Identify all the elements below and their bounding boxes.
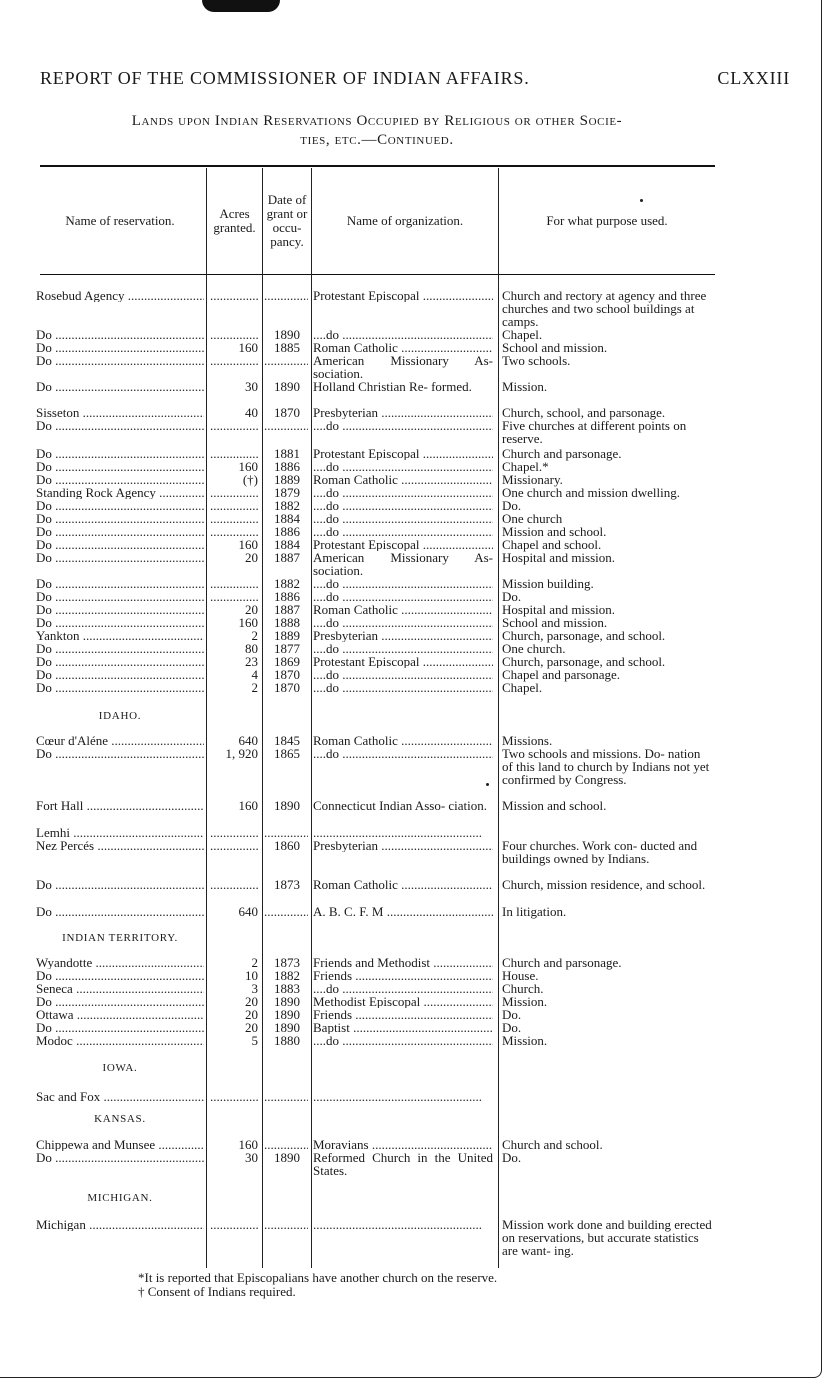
section-heading: IOWA. (102, 1062, 138, 1074)
grant-date: 1886 (274, 459, 300, 474)
organization-name: Presbyterian ..... (313, 629, 493, 642)
speck (486, 783, 489, 786)
purpose-used: Missions. (502, 733, 553, 748)
organization-empty-leader (313, 826, 493, 839)
acres-granted: 640 (238, 904, 258, 919)
organization-name: ....do ..... (313, 616, 493, 629)
purpose-used: Church, parsonage, and school. (502, 628, 666, 643)
organization-name: ....do ..... (313, 668, 493, 681)
reservation-name: Wyandotte ..... (36, 956, 204, 969)
grant-date: 1882 (274, 576, 300, 591)
section-heading: INDIAN TERRITORY. (62, 932, 178, 944)
purpose-used: Chapel and parsonage. (502, 667, 621, 682)
acres-granted: 2 (251, 628, 258, 643)
grant-date: 1882 (274, 498, 300, 513)
organization-name: Roman Catholic ..... (313, 878, 493, 891)
grant-date: 1884 (274, 537, 300, 552)
reservation-name: Do ..... (36, 499, 204, 512)
organization-name: ....do ..... (313, 499, 493, 512)
grant-date: 1886 (274, 524, 300, 539)
reservation-name: Do ..... (36, 905, 204, 918)
purpose-used: Hospital and mission. (502, 550, 616, 565)
date-empty-leader (264, 1218, 308, 1231)
purpose-used: House. (502, 968, 539, 983)
organization-name: ....do ..... (313, 525, 493, 538)
organization-name: Friends ..... (313, 1008, 493, 1021)
organization-name: Holland Christian Re- formed. (313, 380, 472, 393)
grant-date: 1880 (274, 1033, 300, 1048)
purpose-used: Two schools. (502, 353, 571, 368)
acres-empty-leader (210, 512, 258, 525)
organization-name: ....do ..... (313, 681, 493, 694)
organization-name: A. B. C. F. M ..... (313, 905, 493, 918)
date-empty-leader (264, 289, 308, 302)
purpose-used: Five churches at different points on reserve. (502, 418, 687, 446)
reservation-name: Do ..... (36, 616, 204, 629)
purpose-used: Church. (502, 981, 544, 996)
acres-empty-leader (210, 354, 258, 367)
organization-name: Roman Catholic ..... (313, 341, 493, 354)
organization-name: Roman Catholic ..... (313, 473, 493, 486)
reservation-name: Do ..... (36, 590, 204, 603)
purpose-used: Mission. (502, 379, 548, 394)
purpose-used: Church, parsonage, and school. (502, 654, 666, 669)
organization-name: Presbyterian ..... (313, 839, 493, 852)
purpose-used: Church, school, and parsonage. (502, 405, 666, 420)
grant-date: 1890 (274, 1150, 300, 1165)
organization-name: Protestant Episcopal ..... (313, 655, 493, 668)
header-purpose: For what purpose used. (546, 213, 668, 228)
grant-date: 1887 (274, 550, 300, 565)
column-divider (311, 168, 312, 1268)
grant-date: 1884 (274, 511, 300, 526)
grant-date: 1869 (274, 654, 300, 669)
organization-empty-leader (313, 1090, 493, 1103)
grant-date: 1873 (274, 877, 300, 892)
reservation-name: Lemhi ..... (36, 826, 204, 839)
acres-granted: 160 (238, 459, 258, 474)
column-divider (206, 168, 207, 1268)
reservation-name: Rosebud Agency ..... (36, 289, 204, 302)
purpose-used: One church. (502, 641, 566, 656)
acres-granted: 20 (245, 1007, 258, 1022)
purpose-used: Hospital and mission. (502, 602, 616, 617)
grant-date: 1890 (274, 327, 300, 342)
organization-name: Baptist ..... (313, 1021, 493, 1034)
organization-name: Moravians ..... (313, 1138, 493, 1151)
subtitle-line-2: ties, etc.—Continued. (300, 132, 454, 148)
purpose-used: School and mission. (502, 340, 608, 355)
table-header-rule (40, 274, 715, 275)
organization-name: Friends ..... (313, 969, 493, 982)
date-empty-leader (264, 419, 308, 432)
reservation-name: Sac and Fox ..... (36, 1090, 204, 1103)
grant-date: 1865 (274, 746, 300, 761)
section-heading: MICHIGAN. (87, 1192, 153, 1204)
grant-date: 1860 (274, 838, 300, 853)
purpose-used: Missionary. (502, 472, 563, 487)
reservation-name: Nez Percés ..... (36, 839, 204, 852)
purpose-used: Mission work done and building erected on reservations, but accurate statistics are want- ing. (502, 1217, 712, 1258)
acres-granted: 160 (238, 1137, 258, 1152)
purpose-used: Church and parsonage. (502, 955, 622, 970)
reservation-name: Do ..... (36, 328, 204, 341)
reservation-name: Do ..... (36, 995, 204, 1008)
acres-granted: (†) (242, 472, 258, 487)
purpose-used: Mission. (502, 994, 548, 1009)
reservation-name: Yankton ..... (36, 629, 204, 642)
purpose-used: Do. (502, 1020, 522, 1035)
acres-granted: 20 (245, 1020, 258, 1035)
purpose-used: Do. (502, 1150, 522, 1165)
acres-granted: 23 (245, 654, 258, 669)
organization-name: ....do ..... (313, 590, 493, 603)
reservation-name: Michigan ..... (36, 1218, 204, 1231)
grant-date: 1870 (274, 405, 300, 420)
grant-date: 1845 (274, 733, 300, 748)
purpose-used: Church, mission residence, and school. (502, 877, 706, 892)
acres-granted: 160 (238, 615, 258, 630)
speck (640, 199, 643, 202)
purpose-used: Church and parsonage. (502, 446, 622, 461)
purpose-used: Mission and school. (502, 798, 607, 813)
grant-date: 1886 (274, 589, 300, 604)
purpose-used: Mission. (502, 1033, 548, 1048)
footnote-star: *It is reported that Episcopalians have another church on the reserve. (138, 1270, 498, 1285)
date-empty-leader (264, 1090, 308, 1103)
reservation-name: Do ..... (36, 668, 204, 681)
table-top-rule (40, 165, 715, 167)
acres-empty-leader (210, 577, 258, 590)
acres-granted: 1, 920 (225, 746, 258, 761)
acres-empty-leader (210, 878, 258, 891)
grant-date: 1890 (274, 1020, 300, 1035)
purpose-used: Chapel. (502, 327, 543, 342)
acres-granted: 3 (251, 981, 258, 996)
purpose-used: Two schools and missions. Do- nation of this land to church by Indians not yet confirmed by Congress. (502, 746, 710, 787)
acres-empty-leader (210, 419, 258, 432)
purpose-used: Church and school. (502, 1137, 603, 1152)
acres-granted: 2 (251, 680, 258, 695)
reservation-name: Do ..... (36, 512, 204, 525)
reservation-name: Do ..... (36, 747, 204, 760)
reservation-name: Seneca ..... (36, 982, 204, 995)
grant-date: 1889 (274, 628, 300, 643)
reservation-name: Do ..... (36, 473, 204, 486)
grant-date: 1873 (274, 955, 300, 970)
grant-date: 1889 (274, 472, 300, 487)
purpose-used: Four churches. Work con- ducted and buildings owned by Indians. (502, 838, 698, 866)
acres-granted: 160 (238, 798, 258, 813)
acres-granted: 5 (251, 1033, 258, 1048)
organization-name: Roman Catholic ..... (313, 734, 493, 747)
date-empty-leader (264, 905, 308, 918)
reservation-name: Do ..... (36, 1021, 204, 1034)
organization-name: Reformed Church in the United States. (313, 1151, 493, 1177)
grant-date: 1870 (274, 667, 300, 682)
organization-name: ....do ..... (313, 1034, 493, 1047)
grant-date: 1885 (274, 340, 300, 355)
reservation-name: Do ..... (36, 380, 204, 393)
reservation-name: Do ..... (36, 525, 204, 538)
reservation-name: Do ..... (36, 419, 204, 432)
purpose-used: School and mission. (502, 615, 608, 630)
purpose-used: Chapel. (502, 680, 543, 695)
organization-name: ....do ..... (313, 328, 493, 341)
organization-name: Protestant Episcopal ..... (313, 289, 493, 302)
acres-granted: 30 (245, 379, 258, 394)
header-name-of-reservation: Name of reservation. (65, 213, 175, 228)
acres-granted: 30 (245, 1150, 258, 1165)
organization-name: ....do ..... (313, 460, 493, 473)
table-subtitle (36, 112, 718, 150)
purpose-used: Mission and school. (502, 524, 607, 539)
grant-date: 1879 (274, 485, 300, 500)
reservation-name: Do ..... (36, 1151, 204, 1164)
grant-date: 1888 (274, 615, 300, 630)
acres-empty-leader (210, 839, 258, 852)
section-heading: IDAHO. (98, 710, 142, 722)
reservation-name: Do ..... (36, 341, 204, 354)
grant-date: 1890 (274, 379, 300, 394)
grant-date: 1882 (274, 968, 300, 983)
column-divider (262, 168, 263, 1268)
organization-name: Friends and Methodist ..... (313, 956, 493, 969)
reservation-name: Cœur d'Aléne ..... (36, 734, 204, 747)
organization-name: Methodist Episcopal ..... (313, 995, 493, 1008)
running-head (40, 68, 790, 89)
grant-date: 1870 (274, 680, 300, 695)
purpose-used: Chapel and school. (502, 537, 602, 552)
acres-granted: 10 (245, 968, 258, 983)
grant-date: 1887 (274, 602, 300, 617)
reservation-name: Chippewa and Munsee ..... (36, 1138, 204, 1151)
section-heading: KANSAS. (94, 1113, 146, 1125)
reservation-name: Do ..... (36, 551, 204, 564)
reservation-name: Do ..... (36, 538, 204, 551)
organization-name: ....do ..... (313, 512, 493, 525)
organization-name: ....do ..... (313, 747, 493, 760)
header-name-of-organization: Name of organization. (346, 213, 464, 228)
acres-empty-leader (210, 486, 258, 499)
purpose-used: Do. (502, 498, 522, 513)
acres-empty-leader (210, 289, 258, 302)
reservation-name: Do ..... (36, 642, 204, 655)
reservation-name: Do ..... (36, 681, 204, 694)
column-divider (498, 168, 499, 1268)
acres-granted: 20 (245, 994, 258, 1009)
acres-granted: 20 (245, 550, 258, 565)
reservation-name: Standing Rock Agency ..... (36, 486, 204, 499)
organization-name: Presbyterian ..... (313, 406, 493, 419)
grant-date: 1877 (274, 641, 300, 656)
organization-name: ....do ..... (313, 982, 493, 995)
ink-blot (202, 0, 280, 12)
purpose-used: One church and mission dwelling. (502, 485, 680, 500)
acres-granted: 4 (251, 667, 258, 682)
reservation-name: Do ..... (36, 603, 204, 616)
grant-date: 1883 (274, 981, 300, 996)
purpose-used: Do. (502, 589, 522, 604)
purpose-used: Chapel.* (502, 459, 549, 474)
grant-date: 1890 (274, 798, 300, 813)
acres-granted: 40 (245, 405, 258, 420)
footnote-dagger: † Consent of Indians required. (138, 1284, 296, 1299)
acres-empty-leader (210, 499, 258, 512)
organization-name: ....do ..... (313, 577, 493, 590)
reservation-name: Modoc ..... (36, 1034, 204, 1047)
purpose-used: Church and rectory at agency and three churches and two school buildings at camps. (502, 288, 707, 329)
acres-empty-leader (210, 1218, 258, 1231)
organization-name: Protestant Episcopal ..... (313, 538, 493, 551)
acres-granted: 20 (245, 602, 258, 617)
reservation-name: Do ..... (36, 655, 204, 668)
reservation-name: Ottawa ..... (36, 1008, 204, 1021)
organization-name: Roman Catholic ..... (313, 603, 493, 616)
acres-empty-leader (210, 1090, 258, 1103)
header-acres-granted: Acres granted. (213, 206, 256, 235)
acres-granted: 2 (251, 955, 258, 970)
grant-date: 1890 (274, 994, 300, 1009)
acres-granted: 80 (245, 641, 258, 656)
reservation-name: Do ..... (36, 354, 204, 367)
acres-granted: 160 (238, 340, 258, 355)
grant-date: 1881 (274, 446, 300, 461)
acres-granted: 640 (238, 733, 258, 748)
purpose-used: In litigation. (502, 904, 567, 919)
organization-name: Connecticut Indian Asso- ciation. (313, 799, 488, 812)
reservation-name: Sisseton ..... (36, 406, 204, 419)
header-date-of-grant: Date of grant or occu- pancy. (266, 192, 308, 249)
organization-name: American Missionary As- sociation. (313, 551, 493, 577)
grant-date: 1890 (274, 1007, 300, 1022)
reservation-name: Do ..... (36, 969, 204, 982)
organization-name: Protestant Episcopal ..... (313, 447, 493, 460)
acres-empty-leader (210, 826, 258, 839)
purpose-used: One church (502, 511, 563, 526)
purpose-used: Mission building. (502, 576, 594, 591)
reservation-name: Do ..... (36, 577, 204, 590)
running-title: REPORT OF THE COMMISSIONER OF INDIAN AFFAIRS. (40, 68, 530, 88)
acres-granted: 160 (238, 537, 258, 552)
reservation-name: Do ..... (36, 447, 204, 460)
organization-name: ....do ..... (313, 642, 493, 655)
organization-empty-leader (313, 1218, 493, 1231)
subtitle-line-1: Lands upon Indian Reservations Occupied by Religious or other Socie- (131, 113, 623, 129)
purpose-used: Do. (502, 1007, 522, 1022)
organization-name: ....do ..... (313, 419, 493, 432)
page-number: CLXXIII (717, 68, 790, 88)
date-empty-leader (264, 354, 308, 367)
reservation-name: Do ..... (36, 460, 204, 473)
reservation-name: Do ..... (36, 878, 204, 891)
organization-name: American Missionary As- sociation. (313, 354, 493, 380)
reservation-name: Fort Hall ..... (36, 799, 204, 812)
organization-name: ....do ..... (313, 486, 493, 499)
